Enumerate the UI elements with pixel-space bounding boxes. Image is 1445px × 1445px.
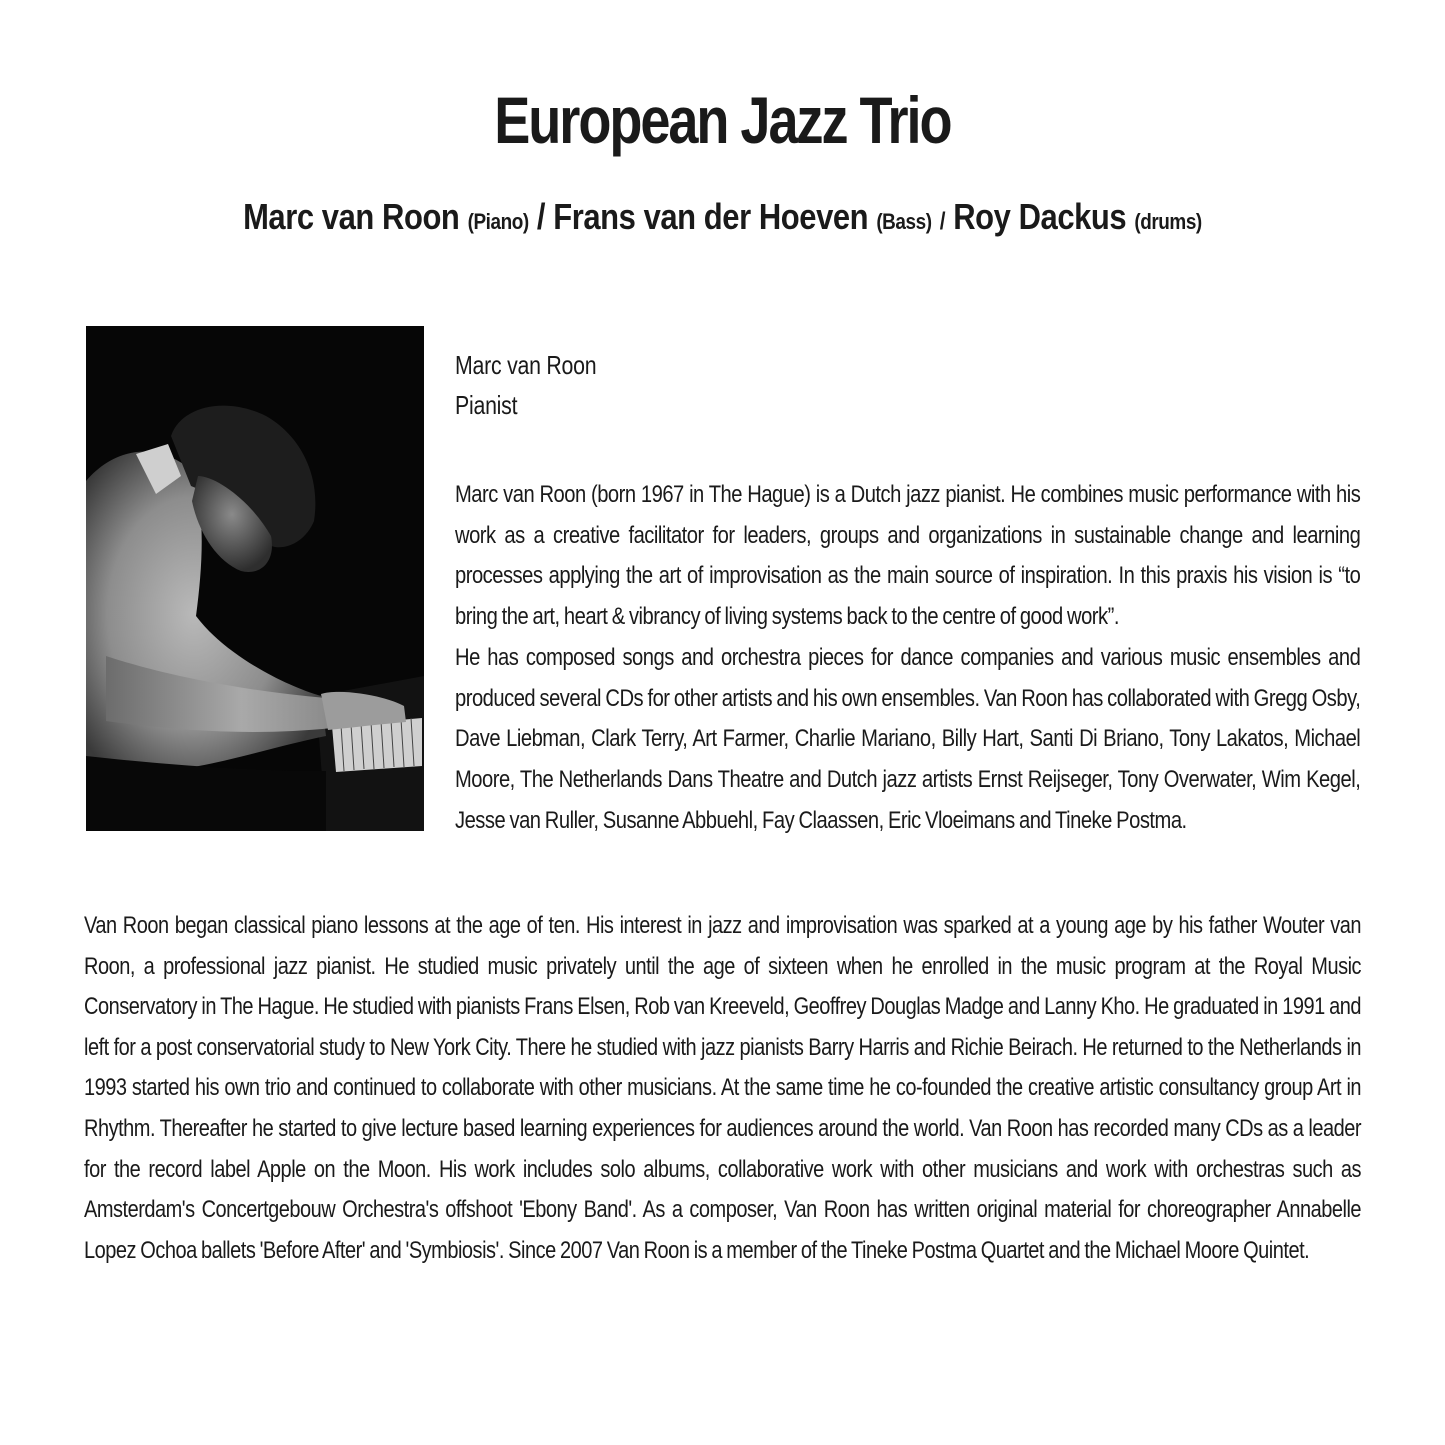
profile-block (455, 345, 1360, 841)
pianist-photo (86, 326, 424, 831)
member-name-bass: Frans van der Hoeven (553, 196, 869, 237)
member-name-drums: Roy Dackus (953, 196, 1127, 237)
bio-paragraph: He has composed songs and orchestra pieces for dance companies and various music ensembles and produced several CDs for other artists and his own ensembles. Van Roon has collaborated with Gregg Osby, Dave Liebman, Clark Terry, Art Farmer, Charlie Mariano, Billy Hart, Santi Di Briano, Tony Lakatos, Michael Moore, The Netherlands Dans Theatre and Dutch jazz artists Ernst Reijseger, Tony Overwater, Wim Kegel, Jesse van Ruller, Susanne Abbuehl, Fay Claassen, Eric Vloeimans and Tineke Postma. (455, 643, 1361, 834)
career-section (84, 906, 1361, 1271)
career-paragraph: Van Roon began classical piano lessons at the age of ten. His interest in jazz and improvisation was sparked at a young age by his father Wouter van Roon, a professional jazz pianist. He studied music privately until the age of sixteen when he enrolled in the music program at the Royal Music Conservatory in The Hague. He studied with pianists Frans Elsen, Rob van Kreeveld, Geoffrey Douglas Madge and Lanny Kho. He graduated in 1991 and left for a post conservatorial study to New York City. There he studied with jazz pianists Barry Harris and Richie Beirach. He returned to the Netherlands in 1993 started his own trio and continued to collaborate with other musicians. At the same time he co-founded the creative artistic consultancy group Art in Rhythm. Thereafter he started to give lecture based learning experiences for audiences around the world. Van Roon has recorded many CDs as a leader for the record label Apple on the Moon. His work includes solo albums, collaborative work with other musicians and work with orchestras such as Amsterdam's Concertgebouw Orchestra's offshoot 'Ebony Band'. As a composer, Van Roon has written original material for choreographer Annabelle Lopez Ochoa ballets 'Before After' and 'Symbiosis'. Since 2007 Van Roon is a member of the Tineke Postma Quartet and the Michael Moore Quintet. (84, 912, 1362, 1264)
member-name-piano: Marc van Roon (243, 196, 460, 237)
bio-paragraph: Marc van Roon (born 1967 in The Hague) is a Dutch jazz pianist. He combines music performance with his work as a creative facilitator for leaders, groups and organizations in sustainable change and learning processes applying the art of improvisation as the main source of inspiration. In this praxis his vision is “to bring the art, heart & vibrancy of living systems back to the centre of good work”. (455, 481, 1361, 631)
member-separator: / (536, 196, 546, 237)
trio-members-line (101, 195, 1344, 238)
profile-name: Marc van Roon (455, 350, 597, 380)
page-title: European Jazz Trio (494, 83, 951, 157)
profile-role: Pianist (455, 390, 518, 420)
member-instrument-bass: (Bass) (876, 209, 932, 234)
profile-bio (455, 475, 1360, 841)
member-separator: / (939, 208, 946, 235)
member-instrument-drums: (drums) (1134, 209, 1202, 234)
member-instrument-piano: (Piano) (467, 209, 529, 234)
